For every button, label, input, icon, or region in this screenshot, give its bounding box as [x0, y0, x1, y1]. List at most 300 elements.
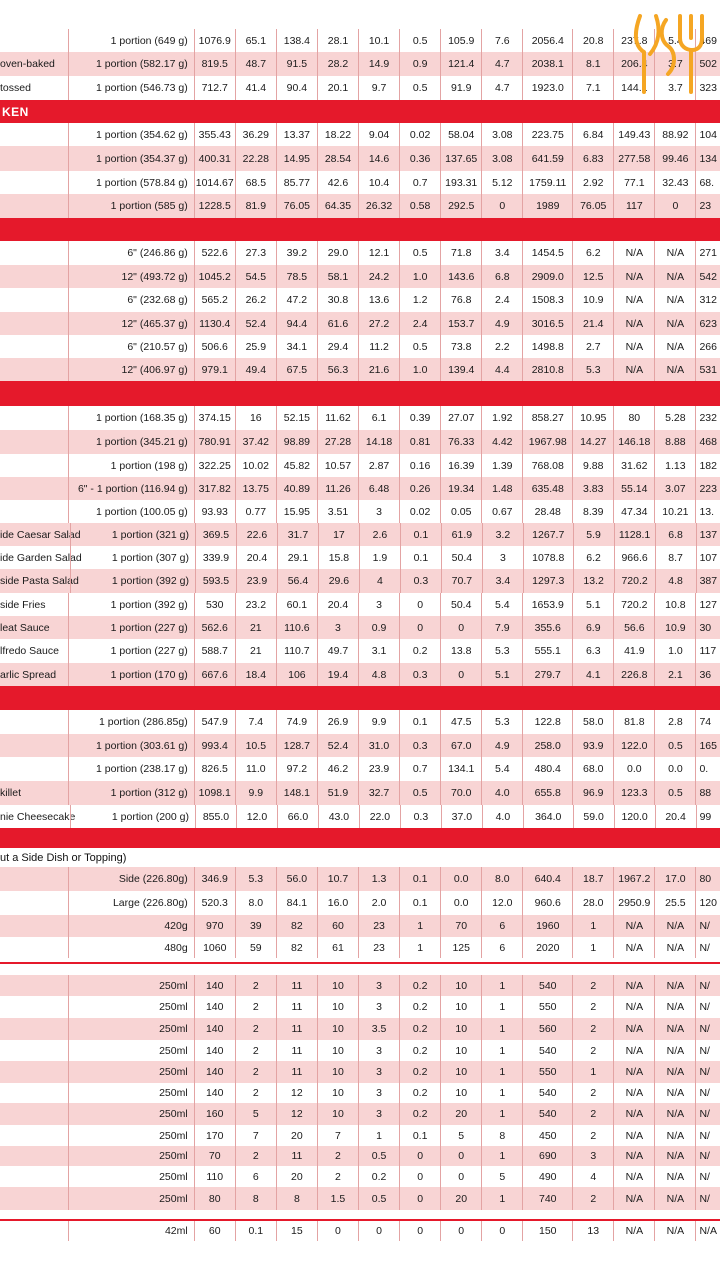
item-name — [0, 430, 68, 454]
nutrient-value: 70 — [440, 915, 481, 937]
nutrient-value: 0 — [399, 1221, 440, 1241]
nutrient-value: 60.1 — [276, 593, 317, 616]
nutrient-value: 48.7 — [235, 52, 276, 76]
nutrient-value: 8 — [276, 1187, 317, 1210]
item-name — [0, 241, 68, 265]
nutrient-value: 3.4 — [481, 241, 522, 265]
nutrient-value: 123.3 — [613, 781, 654, 805]
nutrient-value: 506.6 — [194, 335, 235, 358]
nutrient-value: 49.7 — [317, 639, 358, 663]
nutrient-value: 18.4 — [235, 663, 276, 686]
nutrient-value: 11.2 — [358, 335, 399, 358]
nutrient-value: 23 — [358, 937, 399, 958]
nutrient-value: 279.7 — [522, 663, 572, 686]
nutrient-value: 81.9 — [235, 194, 276, 218]
nutrient-value: 4.9 — [481, 734, 522, 757]
nutrient-value: N/A — [613, 1018, 654, 1040]
item-name — [0, 1083, 68, 1103]
nutrient-value: 266 — [695, 335, 720, 358]
nutrient-value: 78.5 — [276, 265, 317, 288]
nutrient-value: 0.0 — [654, 757, 695, 781]
nutrient-value: 11 — [276, 996, 317, 1018]
nutrient-value: 641.59 — [522, 146, 572, 171]
nutrient-value: 450 — [522, 1125, 572, 1146]
nutrient-value: 1128.1 — [614, 523, 655, 546]
nutrient-value: 355.6 — [522, 616, 572, 639]
nutrient-value: 2.4 — [399, 312, 440, 335]
nutrient-value: 2 — [235, 1018, 276, 1040]
nutrient-value: N/A — [613, 996, 654, 1018]
nutrient-value: 23.2 — [235, 593, 276, 616]
nutrient-value: 1098.1 — [194, 781, 235, 805]
nutrient-value: 655.8 — [522, 781, 572, 805]
nutrient-value: 49.4 — [235, 358, 276, 381]
nutrient-value: 206.4 — [613, 52, 654, 76]
item-name — [0, 477, 68, 500]
item-name — [0, 454, 68, 477]
table-row — [0, 639, 720, 663]
portion-size: 12" (406.97 g) — [68, 358, 193, 381]
nutrient-value: 11 — [276, 1146, 317, 1166]
nutrient-value: 10.7 — [317, 867, 358, 891]
nutrient-value: 28.48 — [522, 500, 572, 523]
nutrient-value: 3.7 — [654, 52, 695, 76]
nutrient-value: 85.77 — [276, 171, 317, 194]
nutrient-value: 0 — [399, 593, 440, 616]
nutrient-value: 10.21 — [654, 500, 695, 523]
portion-size: 1 portion (170 g) — [68, 663, 193, 686]
nutrient-value: 11 — [276, 975, 317, 996]
nutrient-value: 51.9 — [317, 781, 358, 805]
item-name: tossed — [0, 82, 31, 94]
nutrient-value: 52.4 — [317, 734, 358, 757]
table-row — [0, 867, 720, 891]
nutrient-value: 74.9 — [276, 710, 317, 734]
nutrient-value: 0. — [695, 757, 720, 781]
fork-spoon-knife-icon — [630, 10, 706, 96]
nutrient-value: 21.6 — [358, 358, 399, 381]
portion-size: 1 portion (649 g) — [68, 29, 193, 52]
item-name: oven-baked — [0, 58, 55, 70]
nutrient-value: 0.26 — [399, 477, 440, 500]
portion-size: 6" - 1 portion (116.94 g) — [68, 477, 193, 500]
item-name — [0, 1125, 68, 1146]
nutrient-value: 2 — [572, 1018, 613, 1040]
nutrient-value: 20.8 — [572, 29, 613, 52]
nutrient-value: 60 — [317, 915, 358, 937]
nutrient-value: 2 — [317, 1166, 358, 1187]
item-name — [0, 123, 68, 146]
nutrient-value: 1.2 — [399, 288, 440, 312]
nutrient-value: 26.2 — [235, 288, 276, 312]
nutrient-value: 550 — [522, 996, 572, 1018]
nutrient-value: 2 — [235, 975, 276, 996]
nutrient-value: 4.42 — [481, 430, 522, 454]
nutrient-value: 77.1 — [613, 171, 654, 194]
nutrient-value: 65.1 — [235, 29, 276, 52]
nutrient-value: 40.89 — [276, 477, 317, 500]
nutrient-value: 149.43 — [613, 123, 654, 146]
nutrient-value: 13.2 — [573, 569, 614, 593]
nutrient-value: 0 — [654, 194, 695, 218]
nutrient-value: 0 — [440, 663, 481, 686]
item-name — [0, 500, 68, 523]
nutrient-value: N/A — [654, 1083, 695, 1103]
portion-size: 1 portion (582.17 g) — [68, 52, 193, 76]
nutrient-value: 531 — [695, 358, 720, 381]
nutrient-value: 6.2 — [572, 241, 613, 265]
portion-size: 1 portion (168.35 g) — [68, 406, 193, 430]
nutrient-value: 43.0 — [318, 805, 359, 828]
table-row — [0, 937, 720, 958]
nutrient-value: N/A — [613, 937, 654, 958]
nutrient-value: 0.7 — [399, 171, 440, 194]
item-name — [0, 358, 68, 381]
nutrient-value: 0.0 — [440, 867, 481, 891]
nutrient-value: 93.93 — [194, 500, 235, 523]
portion-size: 6" (210.57 g) — [68, 335, 193, 358]
section-header — [0, 218, 720, 241]
nutrient-value: 19.4 — [317, 663, 358, 686]
nutrient-value: 8.0 — [235, 891, 276, 915]
nutrient-value: 966.6 — [614, 546, 655, 569]
nutrient-value: 1130.4 — [194, 312, 235, 335]
nutrient-value: N/A — [613, 288, 654, 312]
item-name — [0, 867, 68, 891]
table-row — [0, 734, 720, 757]
portion-size: Large (226.80g) — [68, 891, 193, 915]
nutrient-value: 400.31 — [194, 146, 235, 171]
nutrient-value: N/ — [695, 1083, 720, 1103]
nutrient-value: 21 — [235, 616, 276, 639]
nutrient-value: 10.02 — [235, 454, 276, 477]
nutrient-value: 2 — [235, 996, 276, 1018]
nutrient-value: 10 — [440, 1018, 481, 1040]
nutrient-value: 3.4 — [482, 569, 523, 593]
nutrient-value: 30 — [695, 616, 720, 639]
nutrient-value: 667.6 — [194, 663, 235, 686]
portion-size: 250ml — [68, 1166, 193, 1187]
nutrient-value: 1.3 — [358, 867, 399, 891]
nutrient-value: 121.4 — [440, 52, 481, 76]
nutrient-value: 4.7 — [481, 52, 522, 76]
nutrient-value: 9.9 — [358, 710, 399, 734]
nutrient-value: 28.0 — [572, 891, 613, 915]
nutrient-value: 0.2 — [399, 1083, 440, 1103]
nutrient-value: 1508.3 — [522, 288, 572, 312]
nutrient-value: 0.2 — [399, 639, 440, 663]
nutrient-value: 1 — [572, 1061, 613, 1083]
nutrient-value: 530 — [194, 593, 235, 616]
nutrient-value: 24.2 — [358, 265, 399, 288]
nutrient-value: N/A — [613, 1221, 654, 1241]
nutrient-value: 1 — [481, 996, 522, 1018]
nutrient-value: 2810.8 — [522, 358, 572, 381]
nutrient-value: N/A — [613, 915, 654, 937]
nutrient-value: 5.28 — [654, 406, 695, 430]
nutrient-value: 10.8 — [654, 593, 695, 616]
nutrient-value: 469 — [695, 29, 720, 52]
nutrient-value: 50.4 — [441, 546, 482, 569]
table-row — [0, 171, 720, 194]
nutrient-value: 0.1 — [399, 710, 440, 734]
nutrient-value: 339.9 — [195, 546, 236, 569]
nutrient-value: 0.1 — [235, 1221, 276, 1241]
portion-size: 1 portion (321 g) — [70, 523, 195, 546]
item-name — [0, 734, 68, 757]
nutrient-value: 37.42 — [235, 430, 276, 454]
nutrient-value: N/ — [695, 1103, 720, 1125]
nutrient-value: 14.95 — [276, 146, 317, 171]
item-name — [0, 312, 68, 335]
nutrient-value: 46.2 — [317, 757, 358, 781]
nutrient-value: 226.8 — [613, 663, 654, 686]
nutrient-value: 80 — [695, 867, 720, 891]
nutrient-value: 10 — [317, 1103, 358, 1125]
item-name — [0, 265, 68, 288]
nutrient-value: 6.8 — [655, 523, 696, 546]
nutrient-value: 1.0 — [399, 265, 440, 288]
nutrient-value: 117 — [613, 194, 654, 218]
nutrient-value: 1.13 — [654, 454, 695, 477]
nutrient-value: 2 — [572, 996, 613, 1018]
nutrient-value: 3 — [358, 975, 399, 996]
table-row — [0, 1083, 720, 1103]
nutrient-value: 11.26 — [317, 477, 358, 500]
nutrient-value: 110.7 — [276, 639, 317, 663]
table-row — [0, 710, 720, 734]
item-name — [0, 757, 68, 781]
section-header — [0, 828, 720, 848]
nutrient-value: 1 — [481, 1146, 522, 1166]
table-row — [0, 569, 720, 593]
nutrient-value: 1960 — [522, 915, 572, 937]
nutrient-value: 855.0 — [195, 805, 236, 828]
item-name — [0, 710, 68, 734]
nutrient-value: 4.8 — [655, 569, 696, 593]
nutrient-value: 490 — [522, 1166, 572, 1187]
nutrient-value: 17.0 — [654, 867, 695, 891]
nutrient-value: 13 — [572, 1221, 613, 1241]
nutrient-value: 374.15 — [194, 406, 235, 430]
nutrient-value: 690 — [522, 1146, 572, 1166]
nutrient-value: 20.4 — [317, 593, 358, 616]
nutrient-value: 3 — [358, 1061, 399, 1083]
nutrient-value: 27.28 — [317, 430, 358, 454]
nutrient-value: 32.43 — [654, 171, 695, 194]
nutrient-value: 0.5 — [654, 734, 695, 757]
nutrient-value: 0.5 — [399, 781, 440, 805]
nutrient-value: 0.02 — [399, 123, 440, 146]
item-name — [0, 171, 68, 194]
nutrient-value: 94.4 — [276, 312, 317, 335]
portion-size: 1 portion (307 g) — [70, 546, 195, 569]
nutrient-value: 27.07 — [440, 406, 481, 430]
nutrient-value: 8.1 — [572, 52, 613, 76]
nutrient-value: 2.0 — [358, 891, 399, 915]
portion-size: 6" (246.86 g) — [68, 241, 193, 265]
item-name — [0, 996, 68, 1018]
nutrient-value: N/A — [613, 1146, 654, 1166]
nutrient-value: 58.0 — [572, 710, 613, 734]
nutrient-value: 127 — [695, 593, 720, 616]
nutrient-value: 2 — [572, 1083, 613, 1103]
nutrient-value: 39 — [235, 915, 276, 937]
table-row — [0, 891, 720, 915]
nutrient-value: 0.02 — [399, 500, 440, 523]
table-row — [0, 781, 720, 805]
nutrient-value: 20.4 — [655, 805, 696, 828]
nutrient-value: 0 — [399, 616, 440, 639]
nutrient-value: 143.6 — [440, 265, 481, 288]
nutrient-value: 10 — [440, 1083, 481, 1103]
nutrient-value: 5 — [440, 1125, 481, 1146]
portion-size: 42ml — [68, 1221, 193, 1241]
nutrient-value: 23.9 — [358, 757, 399, 781]
nutrient-value: 153.7 — [440, 312, 481, 335]
nutrient-value: 14.18 — [358, 430, 399, 454]
item-name — [0, 1018, 68, 1040]
nutrient-value: 4.9 — [481, 312, 522, 335]
nutrient-value: 10.9 — [572, 288, 613, 312]
table-row — [0, 1166, 720, 1187]
nutrient-value: 565.2 — [194, 288, 235, 312]
nutrient-value: 31.7 — [277, 523, 318, 546]
nutrient-value: 3 — [358, 500, 399, 523]
nutrient-value: 3 — [482, 546, 523, 569]
nutrient-value: 540 — [522, 1083, 572, 1103]
nutrient-value: 0 — [399, 1146, 440, 1166]
nutrient-value: 8 — [481, 1125, 522, 1146]
nutrient-value: 110 — [194, 1166, 235, 1187]
nutrient-value: 960.6 — [522, 891, 572, 915]
nutrient-value: 0.3 — [399, 663, 440, 686]
nutrient-value: 13.37 — [276, 123, 317, 146]
nutrient-value: 5.9 — [573, 523, 614, 546]
nutrient-value: 23 — [358, 915, 399, 937]
nutrient-value: 3.07 — [654, 477, 695, 500]
nutrient-value: 56.0 — [276, 867, 317, 891]
nutrient-value: 37.0 — [441, 805, 482, 828]
nutrient-value: 122.0 — [613, 734, 654, 757]
nutrient-value: 90.4 — [276, 76, 317, 100]
nutrient-value: 0 — [481, 194, 522, 218]
nutrient-value: 12.0 — [236, 805, 277, 828]
nutrient-value: 0.5 — [399, 241, 440, 265]
nutrient-value: 5.1 — [572, 593, 613, 616]
nutrient-value: 8.88 — [654, 430, 695, 454]
table-row — [0, 915, 720, 937]
nutrient-value: 140 — [194, 1018, 235, 1040]
table-row — [0, 1221, 720, 1241]
nutrient-value: 28.2 — [317, 52, 358, 76]
nutrient-value: N/ — [695, 937, 720, 958]
item-name — [0, 194, 68, 218]
nutrient-value: 3.83 — [572, 477, 613, 500]
nutrient-value: 0.5 — [399, 29, 440, 52]
nutrient-value: 93.9 — [572, 734, 613, 757]
nutrient-value: 10 — [317, 996, 358, 1018]
nutrient-value: 2.1 — [654, 663, 695, 686]
nutrient-value: 1 — [572, 937, 613, 958]
nutrient-value: 68. — [695, 171, 720, 194]
nutrient-value: 144.1 — [613, 76, 654, 100]
nutrient-value: 15 — [276, 1221, 317, 1241]
table-row — [0, 616, 720, 639]
item-name: arlic Spread — [0, 668, 57, 681]
nutrient-value: 70.7 — [441, 569, 482, 593]
nutrient-value: 5.1 — [481, 663, 522, 686]
nutrient-value: N/A — [613, 1187, 654, 1210]
nutrient-value: 560 — [522, 1018, 572, 1040]
nutrient-value: 355.43 — [194, 123, 235, 146]
nutrient-value: 105.9 — [440, 29, 481, 52]
nutrient-value: 271 — [695, 241, 720, 265]
nutrient-value: 6.48 — [358, 477, 399, 500]
nutrient-value: 134 — [695, 146, 720, 171]
nutrient-value: 2 — [235, 1083, 276, 1103]
nutrient-value: 4.0 — [482, 805, 523, 828]
nutrient-value: 6.2 — [573, 546, 614, 569]
portion-size: 1 portion (312 g) — [68, 781, 193, 805]
nutrient-value: 1454.5 — [522, 241, 572, 265]
nutrient-value: 0 — [481, 1221, 522, 1241]
portion-size: 250ml — [68, 975, 193, 996]
nutrient-value: 47.34 — [613, 500, 654, 523]
nutrient-value: 137.65 — [440, 146, 481, 171]
nutrient-value: 26.9 — [317, 710, 358, 734]
nutrient-value: 6.83 — [572, 146, 613, 171]
nutrient-value: 4.8 — [358, 663, 399, 686]
nutrient-value: 0.1 — [400, 546, 441, 569]
nutrient-value: 1060 — [194, 937, 235, 958]
nutrient-value: 82 — [276, 937, 317, 958]
nutrient-value: 3 — [358, 1103, 399, 1125]
table-row — [0, 29, 720, 52]
nutrient-value: 31.62 — [613, 454, 654, 477]
portion-size: 250ml — [68, 1061, 193, 1083]
nutrient-value: 0 — [440, 1146, 481, 1166]
nutrient-value: 3.51 — [317, 500, 358, 523]
nutrient-value: 292.5 — [440, 194, 481, 218]
nutrient-value: 3 — [358, 593, 399, 616]
nutrient-value: 0.67 — [481, 500, 522, 523]
nutrient-value: 56.4 — [277, 569, 318, 593]
nutrient-value: 0.5 — [358, 1146, 399, 1166]
nutrient-value: 9.9 — [235, 781, 276, 805]
nutrient-value: 6.3 — [572, 639, 613, 663]
nutrient-value: 322.25 — [194, 454, 235, 477]
nutrient-value: N/A — [654, 1187, 695, 1210]
nutrient-value: 1297.3 — [523, 569, 573, 593]
portion-size: 250ml — [68, 1040, 193, 1061]
nutrient-value: N/A — [654, 937, 695, 958]
nutrient-value: 68.5 — [235, 171, 276, 194]
nutrient-value: 0 — [440, 1166, 481, 1187]
table-row — [0, 546, 720, 569]
nutrient-value: 64.35 — [317, 194, 358, 218]
nutrient-value: 2.8 — [654, 710, 695, 734]
item-name: side Pasta Salad — [0, 575, 79, 587]
section-subtitle — [0, 849, 720, 867]
nutrient-value: 58.04 — [440, 123, 481, 146]
nutrient-value: 1.9 — [359, 546, 400, 569]
nutrient-value: 9.04 — [358, 123, 399, 146]
table-row — [0, 241, 720, 265]
nutrient-value: 1 — [481, 1103, 522, 1125]
nutrient-value: 39.2 — [276, 241, 317, 265]
nutrient-value: 8.0 — [481, 867, 522, 891]
